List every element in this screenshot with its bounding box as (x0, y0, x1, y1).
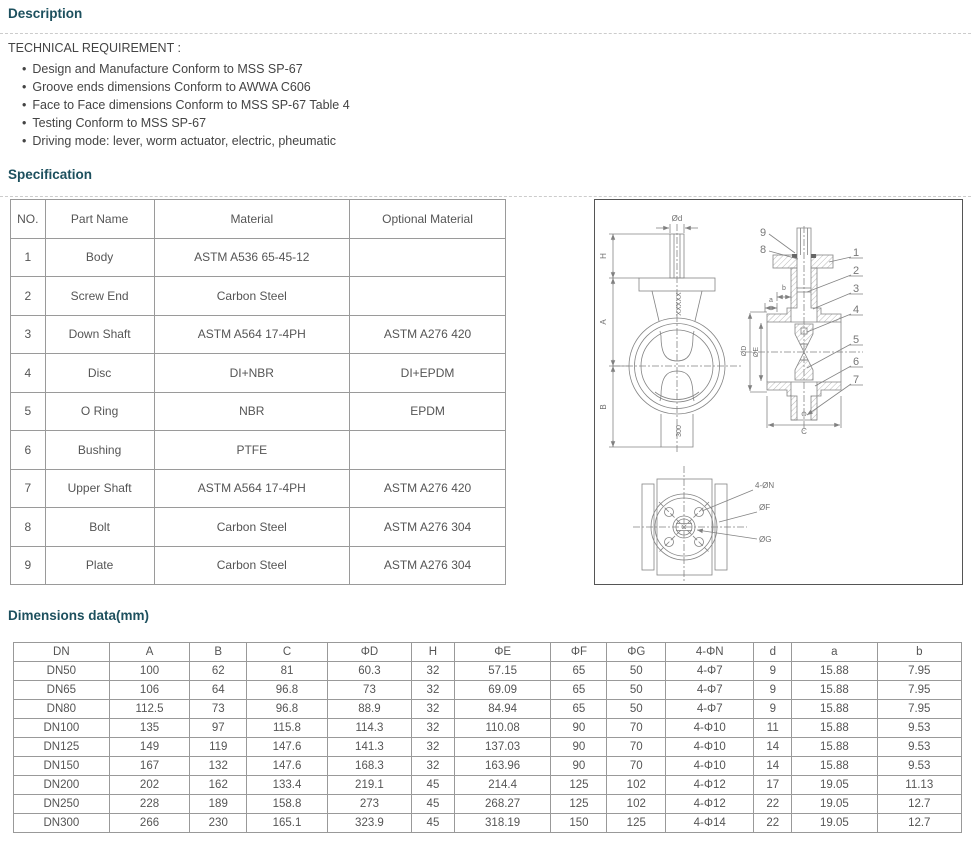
table-cell: 57.15 (454, 662, 551, 681)
table-cell: 62 (190, 662, 247, 681)
specification-section (10, 199, 963, 585)
table-cell: 163.96 (454, 757, 551, 776)
table-cell: 5 (11, 392, 46, 431)
table-header-row (14, 643, 962, 662)
table-cell: DN150 (14, 757, 110, 776)
table-cell: 32 (412, 719, 455, 738)
section-divider (0, 196, 971, 197)
table-cell: 150 (551, 814, 607, 833)
column-header: Material (154, 200, 350, 239)
table-cell: 162 (190, 776, 247, 795)
column-header: ΦF (551, 643, 607, 662)
table-row (11, 354, 506, 393)
table-cell: 132 (190, 757, 247, 776)
table-cell: 96.8 (247, 700, 328, 719)
column-header: DN (14, 643, 110, 662)
table-cell: 318.19 (454, 814, 551, 833)
callout-6: 6 (852, 356, 860, 368)
table-cell: DN300 (14, 814, 110, 833)
table-cell: 149 (109, 738, 190, 757)
table-cell: Carbon Steel (154, 508, 350, 547)
table-cell: ASTM A276 304 (350, 508, 506, 547)
callout-9: 9 (759, 227, 767, 239)
table-cell: 73 (190, 700, 247, 719)
table-cell: 4-Φ12 (666, 776, 754, 795)
table-cell: 147.6 (247, 757, 328, 776)
column-header: Part Name (45, 200, 154, 239)
table-cell: Bolt (45, 508, 154, 547)
requirement-item: • Design and Manufacture Conform to MSS SP-67 (22, 60, 971, 78)
table-cell: ASTM A276 304 (350, 546, 506, 585)
dimensions-table (13, 642, 962, 833)
table-cell: 7.95 (877, 700, 961, 719)
table-cell: 70 (607, 719, 666, 738)
table-cell: 50 (607, 662, 666, 681)
table-cell: 4-Φ14 (666, 814, 754, 833)
table-cell: 114.3 (327, 719, 411, 738)
table-cell: DI+NBR (154, 354, 350, 393)
requirement-item: • Face to Face dimensions Conform to MSS SP-67 Table 4 (22, 96, 971, 114)
column-header: a (792, 643, 877, 662)
table-cell: 4-Φ12 (666, 795, 754, 814)
table-cell: 32 (412, 738, 455, 757)
table-row (14, 795, 962, 814)
table-header-row (11, 200, 506, 239)
table-row (14, 738, 962, 757)
table-cell: 14 (754, 738, 792, 757)
table-cell: 90 (551, 719, 607, 738)
table-cell: 60.3 (327, 662, 411, 681)
dim-a-small-label: a (769, 297, 773, 304)
table-cell: 32 (412, 662, 455, 681)
table-cell: DN80 (14, 700, 110, 719)
front-view-labels (599, 214, 683, 437)
table-cell: 15.88 (792, 662, 877, 681)
table-cell: 65 (551, 700, 607, 719)
table-cell: 119 (190, 738, 247, 757)
table-cell (350, 238, 506, 277)
table-cell: Down Shaft (45, 315, 154, 354)
table-cell: NBR (154, 392, 350, 431)
requirement-list (8, 60, 971, 150)
table-cell: 228 (109, 795, 190, 814)
table-cell: 1 (11, 238, 46, 277)
bolt-pattern-label: 4-ØN (755, 481, 775, 490)
table-cell: Disc (45, 354, 154, 393)
table-cell: 45 (412, 814, 455, 833)
table-cell: ASTM A276 420 (350, 315, 506, 354)
table-row (14, 719, 962, 738)
dim-phi-d-label: Ød (671, 214, 683, 223)
table-cell: 9 (11, 546, 46, 585)
table-cell: 65 (551, 662, 607, 681)
table-row (11, 469, 506, 508)
table-cell: 19.05 (792, 814, 877, 833)
table-cell: 15.88 (792, 757, 877, 776)
table-cell: 32 (412, 700, 455, 719)
table-cell: 147.6 (247, 738, 328, 757)
table-row (11, 508, 506, 547)
column-header: Optional Material (350, 200, 506, 239)
table-cell: 32 (412, 757, 455, 776)
table-row (11, 238, 506, 277)
table-cell: 84.94 (454, 700, 551, 719)
bottom-marking: 300 (676, 425, 683, 437)
table-cell: 7.95 (877, 662, 961, 681)
column-header: 4-ΦN (666, 643, 754, 662)
specification-heading: Specification (8, 167, 93, 182)
table-cell: 133.4 (247, 776, 328, 795)
dim-a-label: A (599, 319, 608, 325)
table-row (14, 662, 962, 681)
table-cell: 9 (754, 662, 792, 681)
table-cell: 81 (247, 662, 328, 681)
column-header: d (754, 643, 792, 662)
table-cell: 158.8 (247, 795, 328, 814)
column-header: A (109, 643, 190, 662)
table-cell: DI+EPDM (350, 354, 506, 393)
column-header: NO. (11, 200, 46, 239)
front-view (609, 224, 743, 452)
table-cell: ASTM A564 17-4PH (154, 315, 350, 354)
table-row (14, 757, 962, 776)
table-cell: 50 (607, 700, 666, 719)
callout-2: 2 (852, 265, 860, 277)
table-cell: 32 (412, 681, 455, 700)
table-cell: PTFE (154, 431, 350, 470)
dim-c-label: C (801, 427, 807, 436)
table-cell: 9 (754, 700, 792, 719)
table-cell: 214.4 (454, 776, 551, 795)
dim-phi-d-section-label: ØD (741, 345, 748, 357)
table-cell: 100 (109, 662, 190, 681)
requirement-item: • Groove ends dimensions Conform to AWWA C606 (22, 78, 971, 96)
column-header: ΦE (454, 643, 551, 662)
table-cell: 45 (412, 795, 455, 814)
column-header: b (877, 643, 961, 662)
table-cell: 106 (109, 681, 190, 700)
table-cell: 50 (607, 681, 666, 700)
table-cell: 167 (109, 757, 190, 776)
table-cell: 73 (327, 681, 411, 700)
table-cell: 189 (190, 795, 247, 814)
table-cell: 125 (551, 795, 607, 814)
dim-b-label: B (599, 404, 608, 410)
table-cell: 9.53 (877, 738, 961, 757)
table-cell: 19.05 (792, 776, 877, 795)
table-cell: 6 (11, 431, 46, 470)
table-cell (350, 431, 506, 470)
table-cell: EPDM (350, 392, 506, 431)
callout-4: 4 (852, 304, 860, 316)
table-row (11, 546, 506, 585)
table-cell: 273 (327, 795, 411, 814)
table-row (14, 681, 962, 700)
table-cell: 4-Φ7 (666, 700, 754, 719)
column-header: ΦG (607, 643, 666, 662)
table-cell: 12.7 (877, 814, 961, 833)
table-cell: 230 (190, 814, 247, 833)
table-cell: Body (45, 238, 154, 277)
table-cell: Carbon Steel (154, 546, 350, 585)
callout-8: 8 (759, 244, 767, 256)
column-header: H (412, 643, 455, 662)
table-cell: 22 (754, 795, 792, 814)
table-cell: 125 (551, 776, 607, 795)
table-cell: 12.7 (877, 795, 961, 814)
top-view-labels (755, 481, 774, 544)
table-cell: 202 (109, 776, 190, 795)
requirement-item: • Testing Conform to MSS SP-67 (22, 114, 971, 132)
table-row (14, 700, 962, 719)
table-cell: 125 (607, 814, 666, 833)
table-cell: 2 (11, 277, 46, 316)
table-cell: 110.08 (454, 719, 551, 738)
table-cell: 102 (607, 795, 666, 814)
table-cell: ASTM A564 17-4PH (154, 469, 350, 508)
callout-5: 5 (852, 334, 860, 346)
table-cell (350, 277, 506, 316)
table-cell: DN200 (14, 776, 110, 795)
table-cell: 4-Φ10 (666, 757, 754, 776)
table-cell: 69.09 (454, 681, 551, 700)
table-cell: Screw End (45, 277, 154, 316)
table-cell: 70 (607, 738, 666, 757)
table-cell: Plate (45, 546, 154, 585)
table-cell: 135 (109, 719, 190, 738)
table-row (14, 776, 962, 795)
technical-requirement-label: TECHNICAL REQUIREMENT : (8, 41, 181, 55)
table-cell: 266 (109, 814, 190, 833)
butterfly-valve-drawing (595, 200, 961, 583)
table-cell: 4-Φ10 (666, 738, 754, 757)
table-cell: 3 (11, 315, 46, 354)
callout-1: 1 (852, 247, 860, 259)
column-header: C (247, 643, 328, 662)
dimensions-heading: Dimensions data(mm) (8, 608, 150, 623)
table-cell: O Ring (45, 392, 154, 431)
table-cell: 7.95 (877, 681, 961, 700)
table-cell: 9.53 (877, 719, 961, 738)
table-cell: 22 (754, 814, 792, 833)
table-cell: 323.9 (327, 814, 411, 833)
table-cell: 9 (754, 681, 792, 700)
table-cell: 96.8 (247, 681, 328, 700)
table-cell: DN250 (14, 795, 110, 814)
table-cell: 97 (190, 719, 247, 738)
table-cell: 15.88 (792, 700, 877, 719)
table-cell: DN50 (14, 662, 110, 681)
table-row (11, 315, 506, 354)
table-cell: 141.3 (327, 738, 411, 757)
table-cell: ASTM A536 65-45-12 (154, 238, 350, 277)
table-cell: 70 (607, 757, 666, 776)
table-cell: 17 (754, 776, 792, 795)
table-cell: 15.88 (792, 738, 877, 757)
table-cell: 137.03 (454, 738, 551, 757)
table-cell: 4-Φ7 (666, 681, 754, 700)
table-cell: 4-Φ10 (666, 719, 754, 738)
table-cell: 11 (754, 719, 792, 738)
table-cell: 165.1 (247, 814, 328, 833)
table-cell: 4 (11, 354, 46, 393)
dim-phi-e-section-label: ØE (753, 346, 760, 358)
table-cell: 88.9 (327, 700, 411, 719)
table-cell: Carbon Steel (154, 277, 350, 316)
callout-7: 7 (852, 374, 860, 386)
table-row (11, 392, 506, 431)
table-cell: 45 (412, 776, 455, 795)
dim-b-small-label: b (782, 285, 786, 292)
column-header: B (190, 643, 247, 662)
callout-3: 3 (852, 283, 860, 295)
table-cell: 219.1 (327, 776, 411, 795)
table-row (11, 277, 506, 316)
top-view (633, 466, 757, 583)
requirement-item: • Driving mode: lever, worm actuator, electric, pheumatic (22, 132, 971, 150)
table-cell: 64 (190, 681, 247, 700)
table-cell: 102 (607, 776, 666, 795)
table-cell: 90 (551, 757, 607, 776)
table-cell: 9.53 (877, 757, 961, 776)
table-cell: DN100 (14, 719, 110, 738)
technical-requirements (0, 41, 971, 150)
description-heading: Description (8, 6, 83, 21)
table-cell: DN125 (14, 738, 110, 757)
table-cell: 112.5 (109, 700, 190, 719)
dim-h-label: H (599, 253, 608, 259)
table-cell: DN65 (14, 681, 110, 700)
table-cell: 4-Φ7 (666, 662, 754, 681)
table-cell: ASTM A276 420 (350, 469, 506, 508)
table-cell: Upper Shaft (45, 469, 154, 508)
table-cell: 7 (11, 469, 46, 508)
dim-phi-g-label: ØG (759, 535, 772, 544)
table-cell: 90 (551, 738, 607, 757)
table-cell: 65 (551, 681, 607, 700)
table-cell: 168.3 (327, 757, 411, 776)
table-cell: 8 (11, 508, 46, 547)
neck-marking: XXXXX (676, 292, 683, 316)
cross-section-view (745, 226, 863, 431)
table-cell: 115.8 (247, 719, 328, 738)
table-cell: 19.05 (792, 795, 877, 814)
table-cell: 268.27 (454, 795, 551, 814)
specification-table (10, 199, 506, 585)
table-cell: 15.88 (792, 681, 877, 700)
section-divider (0, 33, 971, 34)
table-cell: 15.88 (792, 719, 877, 738)
table-cell: Bushing (45, 431, 154, 470)
column-header: ΦD (327, 643, 411, 662)
table-cell: 14 (754, 757, 792, 776)
table-row (11, 431, 506, 470)
valve-technical-drawing (594, 199, 963, 585)
dim-phi-f-label: ØF (759, 503, 771, 512)
table-row (14, 814, 962, 833)
table-cell: 11.13 (877, 776, 961, 795)
